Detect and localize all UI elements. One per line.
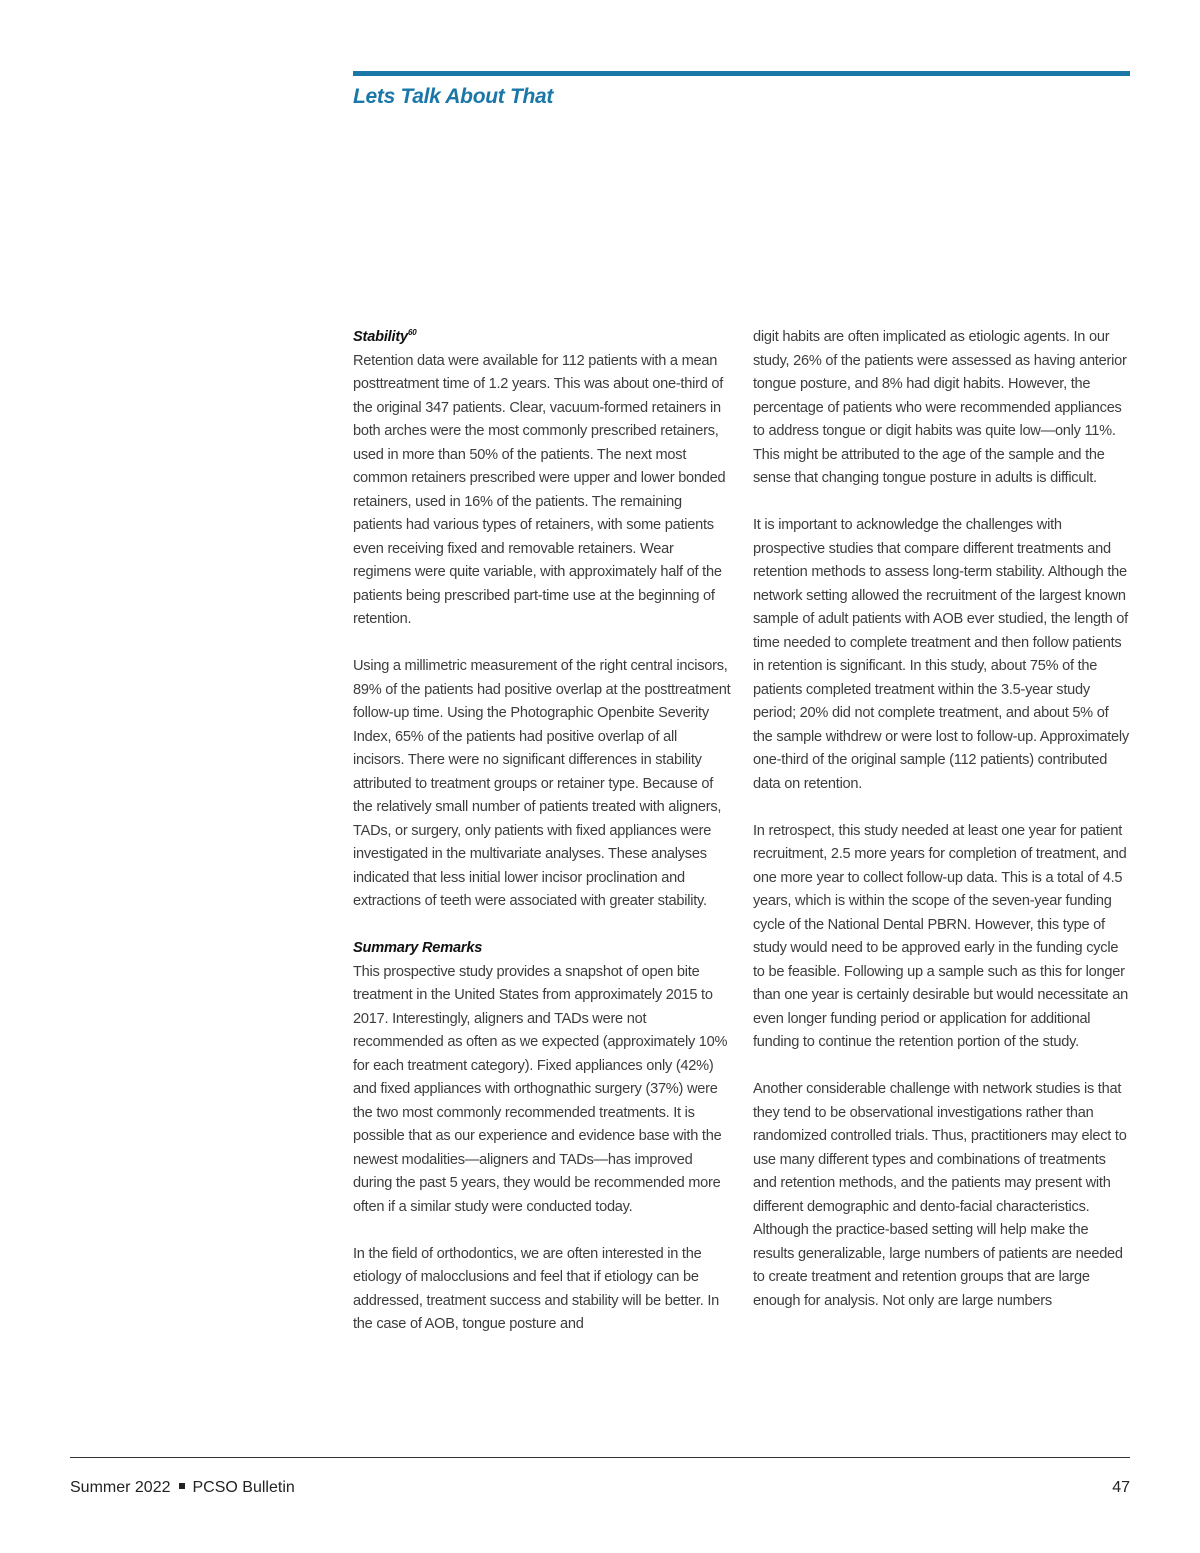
footer-issue: Summer 2022: [70, 1479, 171, 1496]
right-column: [753, 326, 1131, 1337]
stability-heading-text: Stability: [353, 329, 408, 345]
page-number: 47: [1112, 1479, 1130, 1496]
footer-rule: [70, 1457, 1130, 1458]
paragraph: In the field of orthodontics, we are often interested in the etiology of malocclusions and feel that if etiology can be addressed, treatment success and stability will be better. In the case of AOB, tongue posture and: [353, 1245, 720, 1332]
paragraph: Retention data were available for 112 patients with a mean posttreatment time of 1.2 years. This was about one-third of the original 347 patients. Clear, vacuum-formed retainers in both arches were the most commonly prescribed retainers, used in more than 50% of the patients. The next most common retainers prescribed were upper and lower bonded retainers, used in 16% of the patients. The remaining patients had various types of retainers, with some patients even receiving fixed and removable retainers. Wear regimens were quite variable, with approximately half of the patients being prescribed part-time use at the beginning of retention.: [353, 352, 726, 627]
summary-heading: Summary Remarks: [353, 940, 483, 956]
stability-heading: [353, 326, 731, 350]
paragraph: In retrospect, this study needed at least one year for patient recruitment, 2.5 more years for completion of treatment, and one more year to collect follow-up data. This is a total of 4.5 years, which is within the scope of the seven-year funding cycle of the National Dental PBRN. However, this type of study would need to be approved early in the funding cycle to be feasible. Following up a sample such as this for longer than one year is certainly desirable but would necessitate an even longer funding period or application for additional funding to continue the retention portion of the study.: [753, 822, 1128, 1050]
header-rule: [353, 71, 1130, 76]
stability-reference: 60: [407, 328, 417, 338]
paragraph: Using a millimetric measurement of the right central incisors, 89% of the patients had positive overlap at the posttreatment follow-up time. Using the Photographic Openbite Severity Index, 65% of the patients had positive overlap of all incisors. There were no significant differences in stability attributed to treatment groups or retainer type. Because of the relatively small number of patients treated with aligners, TADs, or surgery, only patients with fixed appliances were investigated in the multivariate analyses. These analyses indicated that less initial lower incisor proclination and extractions of teeth were associated with greater stability.: [353, 658, 731, 909]
paragraph: Another considerable challenge with network studies is that they tend to be observational investigations rather than randomized controlled trials. Thus, practitioners may elect to use many different types and combinations of treatments and retention methods, and the patients may present with different demographic and dento-facial characteristics. Although the practice-based setting will help make the results generalizable, large numbers of patients are needed to create treatment and retention groups that are large enough for analysis. Not only are large numbers: [753, 1081, 1127, 1309]
left-column: [353, 326, 731, 1360]
square-bullet-icon: [179, 1483, 185, 1489]
footer-publication: PCSO Bulletin: [192, 1479, 295, 1496]
paragraph: It is important to acknowledge the challenges with prospective studies that compare different treatments and retention methods to assess long-term stability. Although the network setting allowed the recruitment of the largest known sample of adult patients with AOB ever studied, the length of time needed to complete treatment and then follow patients in retention is significant. In this study, about 75% of the patients completed treatment within the 3.5-year study period; 20% did not complete treatment, and about 5% of the sample withdrew or were lost to follow-up. Approximately one-third of the original sample (112 patients) contributed data on retention.: [753, 517, 1129, 792]
paragraph: digit habits are often implicated as etiologic agents. In our study, 26% of the patients were assessed as having anterior tongue posture, and 8% had digit habits. However, the percentage of patients who were recommended appliances to address tongue or digit habits was quite low—only 11%. This might be attributed to the age of the sample and the sense that changing tongue posture in adults is difficult.: [753, 329, 1127, 486]
section-title: Lets Talk About That: [353, 85, 554, 108]
paragraph: This prospective study provides a snapshot of open bite treatment in the United States from approximately 2015 to 2017. Interestingly, aligners and TADs were not recommended as often as we expected (approximately 10% for each treatment category). Fixed appliances only (42%) and fixed appliances with orthognathic surgery (37%) were the two most commonly recommended treatments. It is possible that as our experience and evidence base with the newest modalities—aligners and TADs—has improved during the past 5 years, they would be recommended more often if a similar study were conducted today.: [353, 963, 728, 1215]
footer-credit: [70, 1479, 295, 1497]
